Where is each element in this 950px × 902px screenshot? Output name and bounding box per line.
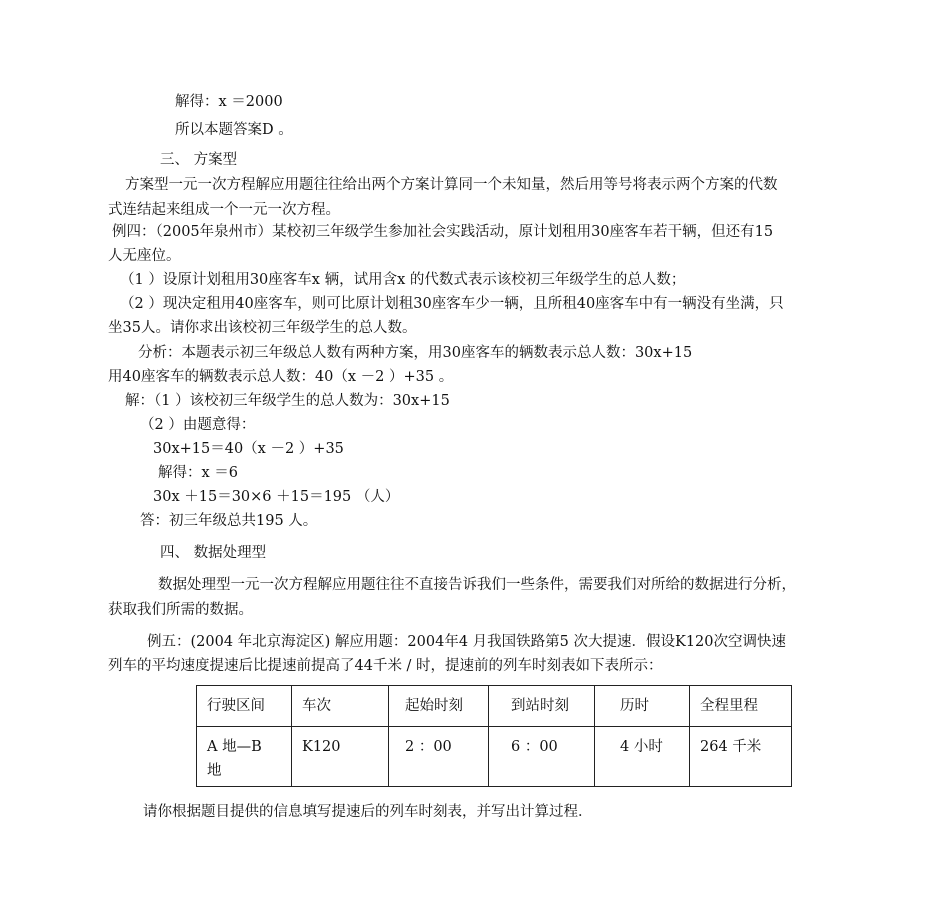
line-solve-x-2000: 解得：x ＝2000 bbox=[175, 94, 283, 110]
example-4-question-2-line-1: （2 ）现决定租用40座客车，则可比原计划租30座客车少一辆，且所租40座客车中有一辆没有坐满，只 bbox=[120, 296, 784, 312]
cell-distance: 264 千米 bbox=[690, 727, 792, 787]
table-header-row bbox=[197, 686, 792, 727]
cell-start-time: 2 ：00 bbox=[389, 727, 489, 787]
heading-section-3: 三、 方案型 bbox=[160, 152, 238, 168]
train-timetable bbox=[196, 685, 792, 787]
header-start-time: 起始时刻 bbox=[389, 686, 489, 727]
para-section-4-line-2: 获取我们所需的数据。 bbox=[108, 602, 253, 618]
example-4-line-1: 例四：（2005年泉州市）某校初三年级学生参加社会实践活动，原计划租用30座客车若干辆，但还有15 bbox=[112, 224, 774, 240]
example-5-line-1: 例五：(2004 年北京海淀区) 解应用题：2004年4 月我国铁路第5 次大提速．假设K120次空调快速 bbox=[147, 634, 787, 650]
cell-section: A 地—B 地 bbox=[197, 727, 292, 787]
compute-total: 30x ＋15＝30×6 ＋15＝195 （人） bbox=[153, 489, 400, 505]
solve-x-6: 解得：x ＝6 bbox=[158, 465, 239, 481]
answer-195: 答：初三年级总共195 人。 bbox=[140, 513, 318, 529]
header-train-no: 车次 bbox=[292, 686, 389, 727]
analysis-line-2: 用40座客车的辆数表示总人数：40（x －2 ）+35 。 bbox=[108, 369, 454, 385]
header-distance: 全程里程 bbox=[690, 686, 792, 727]
para-section-4-line-1: 数据处理型一元一次方程解应用题往往不直接告诉我们一些条件，需要我们对所给的数据进行分析， bbox=[158, 577, 796, 593]
heading-section-4: 四、 数据处理型 bbox=[160, 545, 267, 561]
solution-part-1: 解：（1 ）该校初三年级学生的总人数为：30x+15 bbox=[125, 393, 450, 409]
analysis-line-1: 分析：本题表示初三年级总人数有两种方案，用30座客车的辆数表示总人数：30x+15 bbox=[138, 345, 693, 361]
line-answer-d: 所以本题答案D 。 bbox=[175, 122, 293, 138]
cell-train-no: K120 bbox=[292, 727, 389, 787]
cell-arrival-time: 6 ：00 bbox=[489, 727, 595, 787]
example-5-line-2: 列车的平均速度提速后比提速前提高了44千米 / 时，提速前的列车时刻表如下表所示： bbox=[108, 658, 663, 674]
header-section: 行驶区间 bbox=[197, 686, 292, 727]
para-section-3-line-2: 式连结起来组成一个一元一次方程。 bbox=[108, 202, 340, 218]
example-4-line-2: 人无座位。 bbox=[108, 248, 181, 264]
para-section-3-line-1: 方案型一元一次方程解应用题往往给出两个方案计算同一个未知量，然后用等号将表示两个方案的代数 bbox=[125, 177, 778, 193]
solution-part-2: （2 ）由题意得： bbox=[140, 417, 256, 433]
equation: 30x+15＝40（x －2 ）+35 bbox=[153, 441, 344, 457]
closing-instruction: 请你根据题目提供的信息填写提速后的列车时刻表，并写出计算过程． bbox=[143, 804, 593, 820]
example-4-question-2-line-2: 坐35人。请你求出该校初三年级学生的总人数。 bbox=[108, 320, 417, 336]
header-duration: 历时 bbox=[595, 686, 690, 727]
cell-duration: 4 小时 bbox=[595, 727, 690, 787]
header-arrival-time: 到站时刻 bbox=[489, 686, 595, 727]
example-4-question-1: （1 ）设原计划租用30座客车x 辆，试用含x 的代数式表示该校初三年级学生的总人数； bbox=[120, 272, 686, 288]
table-row bbox=[197, 727, 792, 787]
